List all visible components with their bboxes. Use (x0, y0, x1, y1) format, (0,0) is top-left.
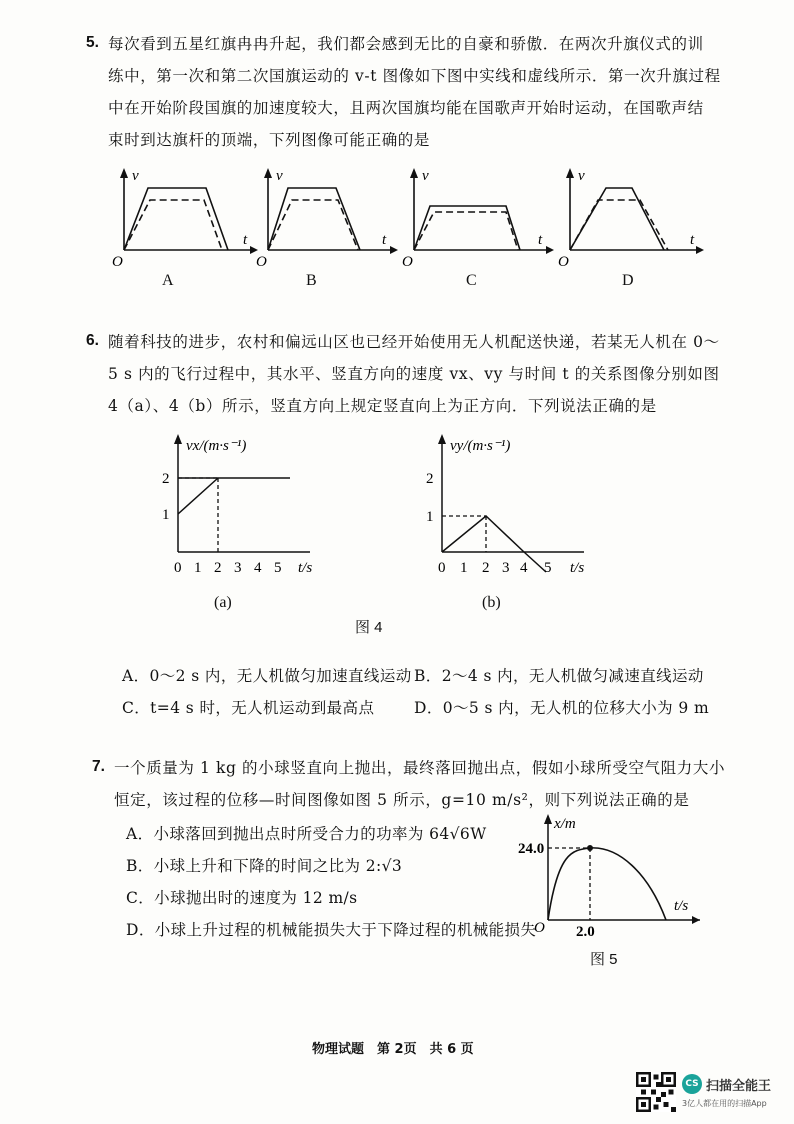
question-6-number: 6. (86, 332, 99, 349)
q5-graph-a-t-label: t (243, 232, 248, 248)
q7-option-d[interactable] (126, 918, 536, 940)
q7-option-a-label: A． (126, 825, 154, 843)
q7-option-d-label: D． (126, 921, 155, 939)
q6-graph-b-caption: (b) (482, 594, 501, 611)
q7-peak-value: 24.0 (518, 841, 545, 857)
q6-option-a[interactable] (122, 664, 412, 686)
q7-option-d-text: 小球上升过程的机械能损失大于下降过程的机械能损失 (154, 921, 537, 939)
q6a-xtick-1: 1 (194, 560, 202, 576)
figure-4-caption: 图 4 (355, 619, 383, 636)
q5-graph-c-v-label: v (422, 168, 429, 184)
q7-option-b[interactable] (126, 854, 402, 876)
q7-option-c[interactable] (126, 886, 358, 908)
q6b-xtick-0: 0 (438, 560, 446, 576)
q6-option-a-text: 0～2 s 内，无人机做匀加速直线运动 (149, 667, 412, 685)
q5-graph-a (110, 166, 260, 292)
q6b-xtick-3: 3 (502, 560, 510, 576)
watermark-brand: 扫描全能王 (706, 1079, 772, 1094)
q6a-ylabel: vx/(m·s⁻¹) (186, 438, 247, 454)
q6b-xlabel: t/s (570, 560, 585, 576)
q6-option-b-label: B． (414, 667, 442, 685)
q5-graph-a-v-label: v (132, 168, 139, 184)
q6a-xtick-3: 3 (234, 560, 242, 576)
question-5-line-1: 每次看到五星红旗冉冉升起，我们都会感到无比的自豪和骄傲．在两次升旗仪式的训 (108, 35, 704, 53)
q5-graph-c (400, 166, 560, 292)
question-6-line-1: 随着科技的进步，农村和偏远山区也已经开始使用无人机配送快递，若某无人机在 0～ (108, 333, 720, 351)
q7-graph-plot (518, 812, 708, 942)
question-5-number: 5. (86, 34, 99, 51)
figure-5-caption: 图 5 (590, 951, 618, 968)
q6-option-b-text: 2～4 s 内，无人机做匀减速直线运动 (441, 667, 704, 685)
question-6-line-2: 5 s 内的飞行过程中，其水平、竖直方向的速度 vx、vy 与时间 t 的关系图像分别如图 (108, 365, 720, 383)
q5-graph-d-v-label: v (578, 168, 585, 184)
q6-option-c[interactable] (122, 696, 374, 718)
question-6-line-3: 4（a）、4（b）所示，竖直方向上规定竖直向上为正方向．下列说法正确的是 (108, 397, 657, 415)
q5-graph-a-option: A (162, 272, 174, 289)
q5-graph-b-v-label: v (276, 168, 283, 184)
q5-graph-a-plot (110, 166, 260, 270)
q6a-xtick-2: 2 (214, 560, 222, 576)
q6-graph-b (424, 432, 594, 622)
q6b-xtick-2: 2 (482, 560, 490, 576)
q7-graph (518, 812, 708, 962)
q6-option-d[interactable] (414, 696, 709, 718)
question-7-number: 7. (92, 758, 105, 775)
q5-graph-b-plot (254, 166, 404, 270)
q5-graph-b (254, 166, 404, 292)
q5-graph-d-plot (556, 166, 716, 270)
q6b-ytick-2: 2 (426, 471, 434, 487)
q5-graph-a-origin: O (112, 254, 123, 270)
q6b-xtick-5: 5 (544, 560, 552, 576)
q6-graph-b-plot (424, 432, 594, 592)
question-5-line-4: 束时到达旗杆的顶端，下列图像可能正确的是 (108, 131, 431, 149)
q5-graph-c-option: C (466, 272, 477, 289)
question-7-line-1: 一个质量为 1 kg 的小球竖直向上抛出，最终落回抛出点，假如小球所受空气阻力大小 (114, 759, 726, 777)
q7-option-b-label: B． (126, 857, 154, 875)
q6b-xtick-4: 4 (520, 560, 528, 576)
question-5-line-2: 练中，第一次和第二次国旗运动的 v-t 图像如下图中实线和虚线所示．第一次升旗过程 (108, 67, 721, 85)
q6b-ytick-1: 1 (426, 509, 434, 525)
q5-graph-d (556, 166, 716, 292)
q6-option-d-text: 0～5 s 内，无人机的位移大小为 9 m (442, 699, 710, 717)
q6a-xlabel: t/s (298, 560, 313, 576)
q6a-xtick-0: 0 (174, 560, 182, 576)
q6-option-c-text: t=4 s 时，无人机运动到最高点 (150, 699, 375, 717)
q6a-xtick-4: 4 (254, 560, 262, 576)
q7-xlabel: t/s (674, 898, 689, 914)
q7-option-b-text: 小球上升和下降的时间之比为 2:√3 (153, 857, 403, 875)
q5-graph-b-origin: O (256, 254, 267, 270)
watermark-tagline: 3亿人都在用的扫描App (682, 1099, 767, 1108)
qr-code-icon (636, 1072, 676, 1112)
q5-graph-d-t-label: t (690, 232, 695, 248)
q7-option-a-text: 小球落回到抛出点时所受合力的功率为 64√6W (153, 825, 487, 843)
question-5-line-3: 中在开始阶段国旗的加速度较大，且两次国旗均能在国歌声开始时运动，在国歌声结 (108, 99, 704, 117)
q6a-ytick-2: 2 (162, 471, 170, 487)
q6b-ylabel: vy/(m·s⁻¹) (450, 438, 511, 454)
q7-option-c-text: 小球抛出时的速度为 12 m/s (154, 889, 358, 907)
q5-graph-c-origin: O (402, 254, 413, 270)
question-7-line-2: 恒定，该过程的位移—时间图像如图 5 所示，g=10 m/s²，则下列说法正确的是 (114, 791, 690, 809)
q6-graph-a-plot (160, 432, 320, 592)
q7-option-c-label: C． (126, 889, 155, 907)
q7-ylabel: x/m (554, 816, 576, 832)
q5-graph-d-origin: O (558, 254, 569, 270)
q6-option-c-label: C． (122, 699, 151, 717)
q7-origin: O (534, 920, 545, 936)
q6-graph-a-caption: (a) (214, 594, 232, 611)
q6-option-a-label: A． (122, 667, 150, 685)
q5-graph-d-option: D (622, 272, 634, 289)
q6-option-d-label: D． (414, 699, 443, 717)
q6a-xtick-5: 5 (274, 560, 282, 576)
page-footer: 物理试题 第 2页 共 6 页 (312, 1042, 474, 1057)
q6-option-b[interactable] (414, 664, 704, 686)
camscanner-logo-icon: CS (682, 1074, 702, 1094)
q6b-xtick-1: 1 (460, 560, 468, 576)
q7-peak-time: 2.0 (576, 924, 595, 940)
q5-graph-c-plot (400, 166, 560, 270)
q5-graph-c-t-label: t (538, 232, 543, 248)
q5-graph-b-t-label: t (382, 232, 387, 248)
q7-option-a[interactable] (126, 822, 487, 844)
q6a-ytick-1: 1 (162, 507, 170, 523)
q5-graph-b-option: B (306, 272, 317, 289)
q6-graph-a (160, 432, 320, 622)
